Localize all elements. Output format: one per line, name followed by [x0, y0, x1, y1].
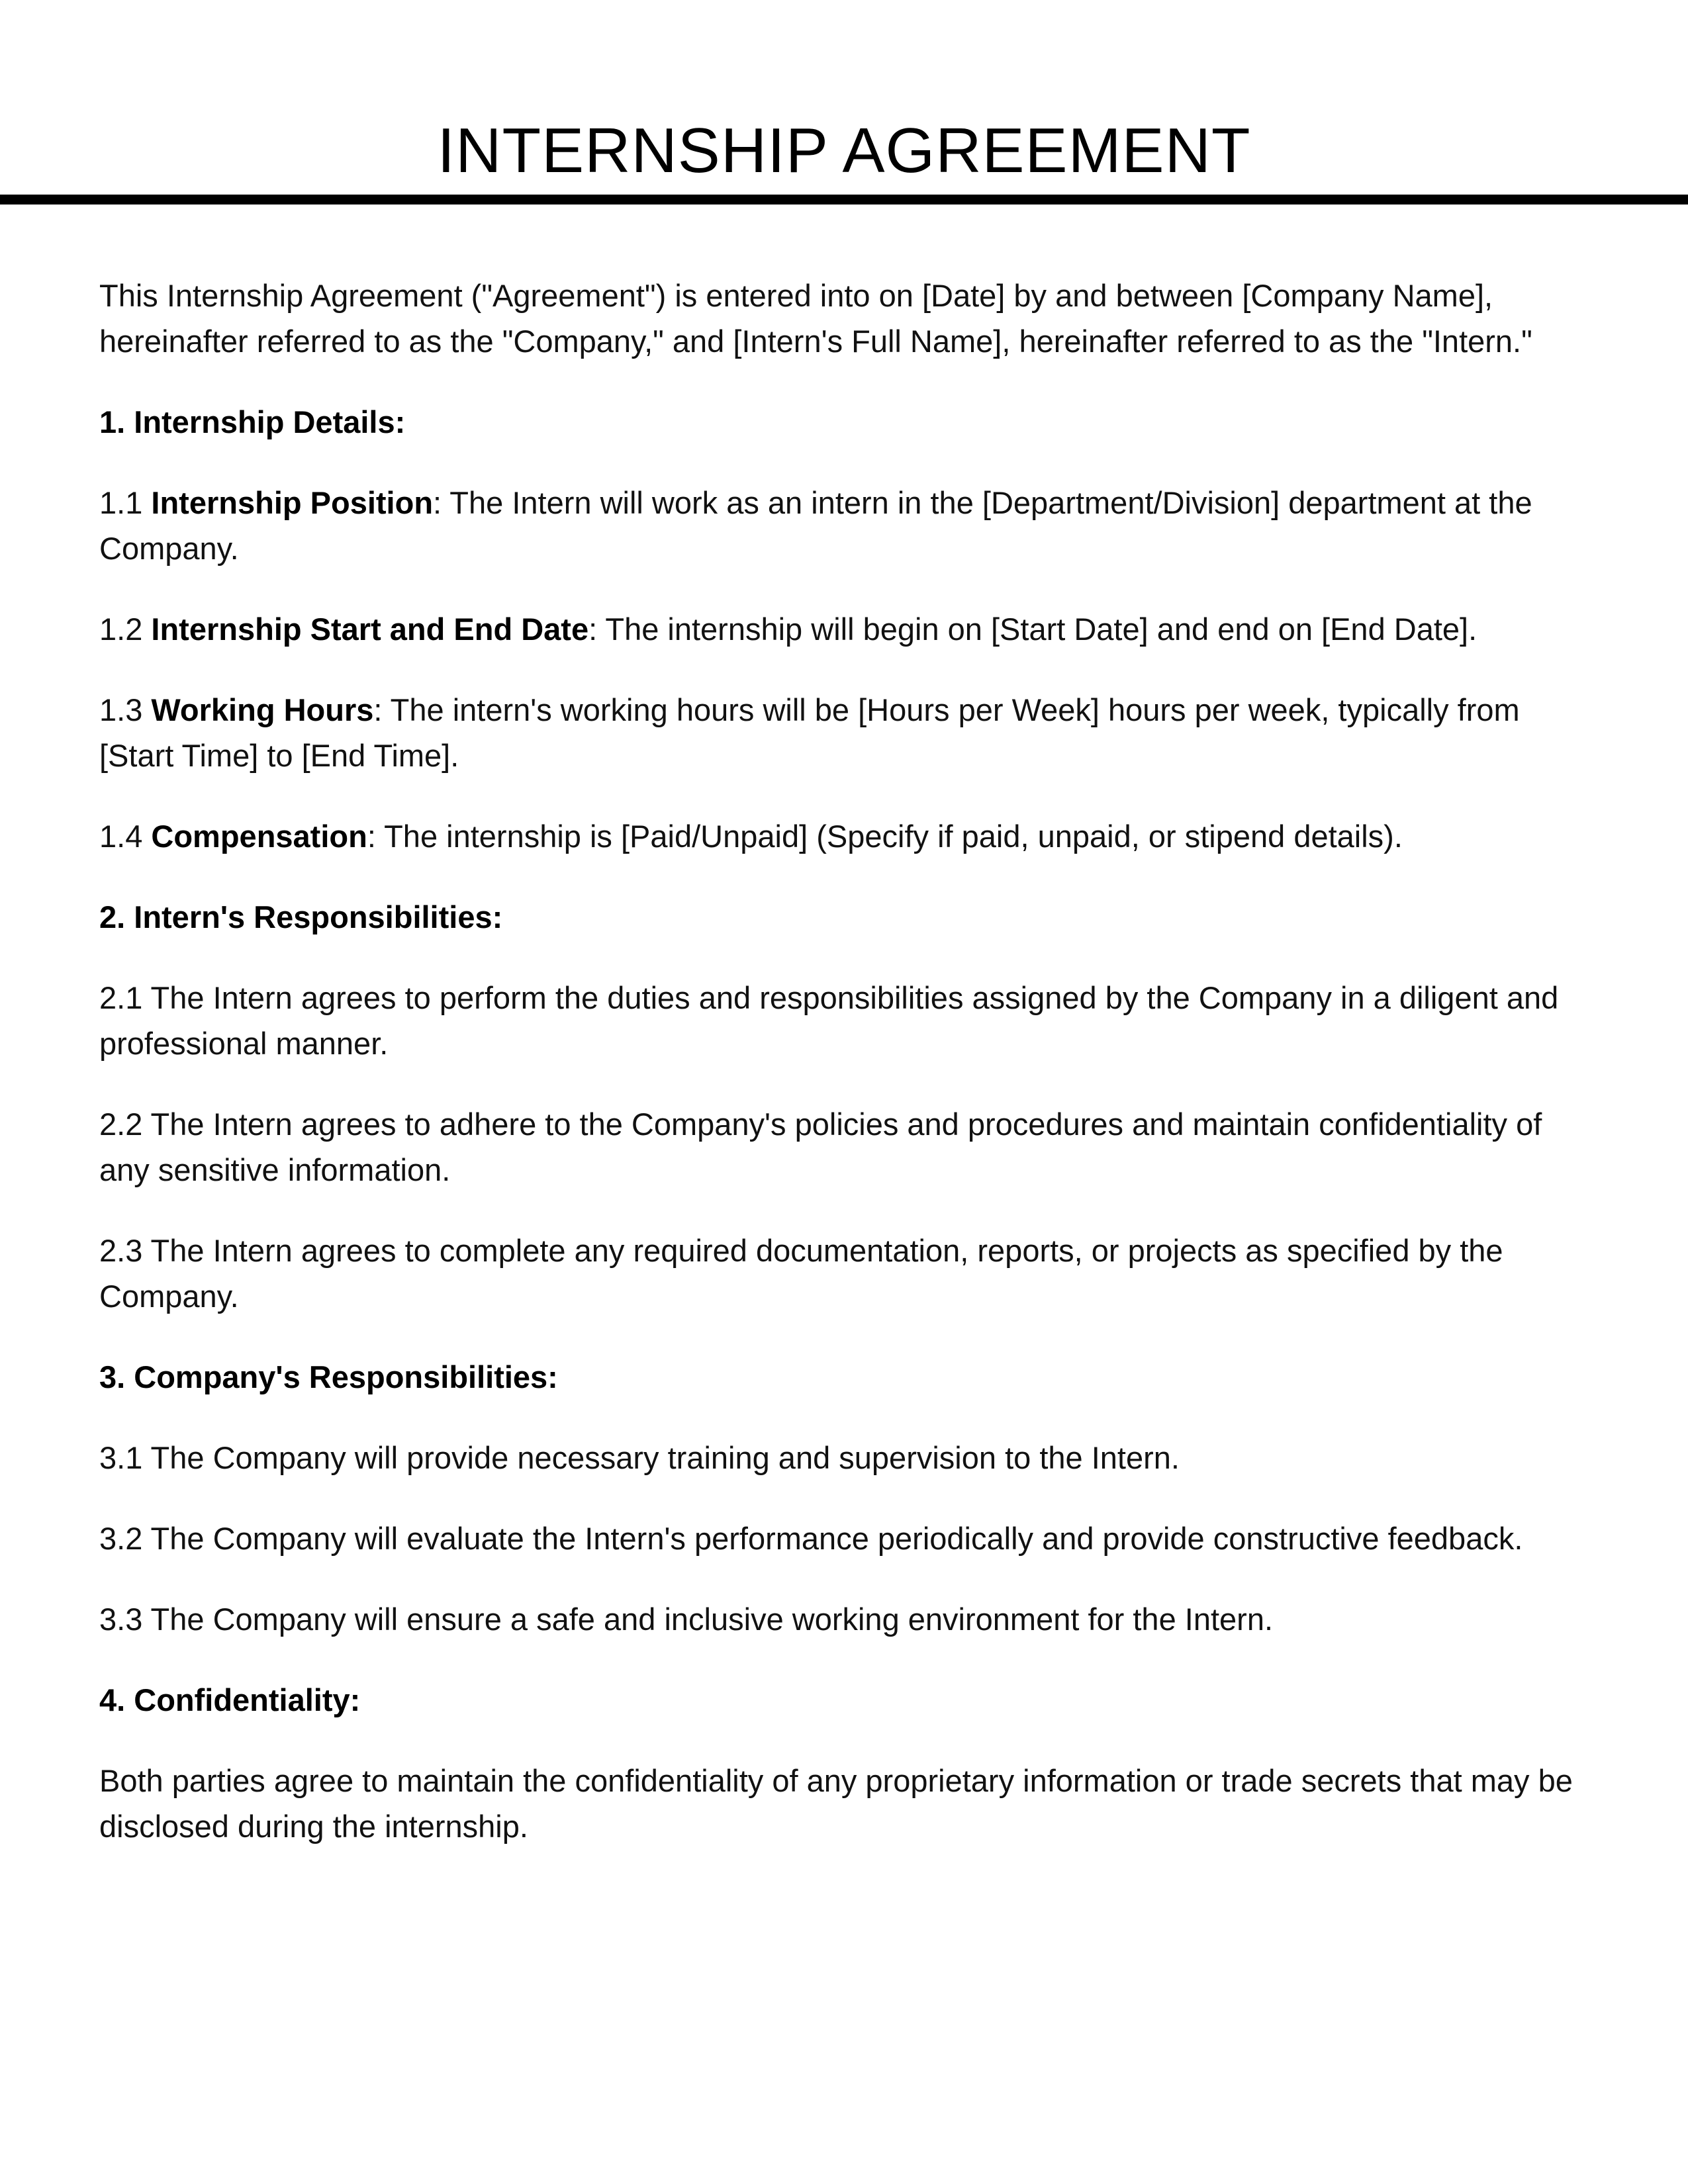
clause-text: : The intern's working hours will be [Hours per Week] hours per week, typically from [Start Time] to [End Time]. — [99, 692, 1520, 773]
clause-text: : The internship is [Paid/Unpaid] (Specify if paid, unpaid, or stipend details). — [367, 819, 1403, 854]
clause-number: 1.3 — [99, 692, 152, 727]
title-divider — [0, 195, 1688, 205]
clause-number: 1.4 — [99, 819, 152, 854]
clause-number: 1.1 — [99, 485, 152, 520]
clause-term: Working Hours — [151, 692, 374, 727]
section-heading-company-responsibilities: 3. Company's Responsibilities: — [99, 1359, 558, 1394]
clause-text: : The Intern will work as an intern in the [Department/Division] department at the Company. — [99, 485, 1532, 566]
clause-3-3: 3.3 The Company will ensure a safe and inclusive working environment for the Intern. — [99, 1602, 1274, 1637]
clause-1-1 — [99, 480, 1589, 571]
document-body — [99, 273, 1589, 1884]
clause-term: Internship Position — [151, 485, 434, 520]
clause-text: : The internship will begin on [Start Date] and end on [End Date]. — [588, 612, 1477, 647]
clause-2-1: 2.1 The Intern agrees to perform the duties and responsibilities assigned by the Company in a diligent and professional manner. — [99, 980, 1559, 1061]
section-heading-internship-details: 1. Internship Details: — [99, 404, 406, 439]
confidentiality-paragraph: Both parties agree to maintain the confidentiality of any proprietary information or trade secrets that may be disclosed during the internship. — [99, 1763, 1573, 1844]
section-heading-confidentiality: 4. Confidentiality: — [99, 1682, 361, 1717]
clause-3-1: 3.1 The Company will provide necessary training and supervision to the Intern. — [99, 1440, 1180, 1475]
clause-2-2: 2.2 The Intern agrees to adhere to the Company's policies and procedures and maintain confidentiality of any sensitive information. — [99, 1107, 1542, 1187]
clause-2-3: 2.3 The Intern agrees to complete any required documentation, reports, or projects as specified by the Company. — [99, 1233, 1503, 1314]
clause-term: Internship Start and End Date — [151, 612, 589, 647]
section-heading-intern-responsibilities: 2. Intern's Responsibilities: — [99, 899, 503, 934]
clause-1-2 — [99, 606, 1589, 652]
clause-3-2: 3.2 The Company will evaluate the Intern's performance periodically and provide constructive feedback. — [99, 1521, 1523, 1556]
clause-1-3 — [99, 687, 1589, 778]
clause-term: Compensation — [151, 819, 367, 854]
clause-number: 1.2 — [99, 612, 152, 647]
clause-1-4 — [99, 813, 1589, 859]
document-title: INTERNSHIP AGREEMENT — [437, 115, 1251, 186]
intro-paragraph: This Internship Agreement ("Agreement") is entered into on [Date] by and between [Company Name], hereinafter referred to as the "Company," and [Intern's Full Name], hereinafter referred to as the "Intern." — [99, 278, 1532, 359]
